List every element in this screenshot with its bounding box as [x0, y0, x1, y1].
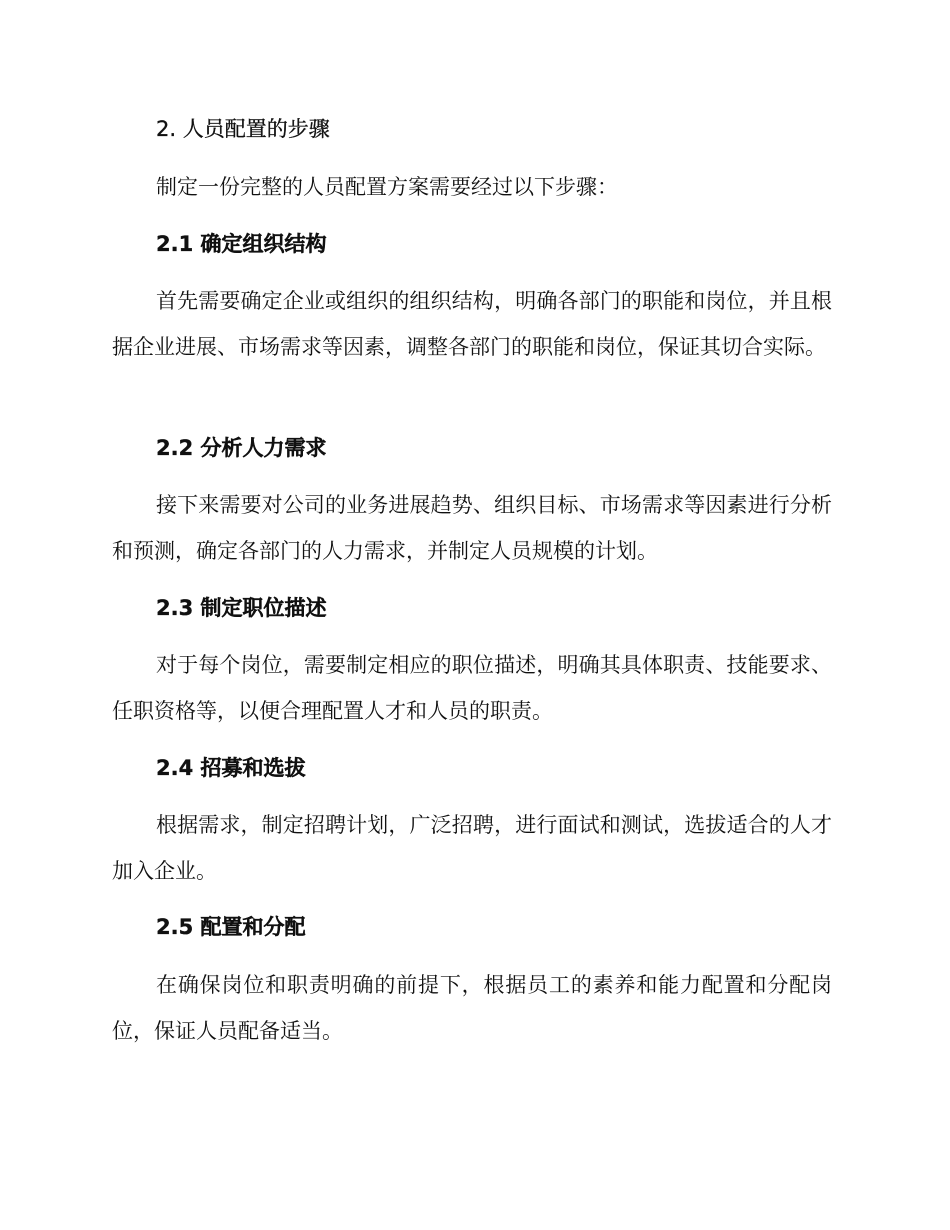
subsection-body-2-1: 首先需要确定企业或组织的组织结构，明确各部门的职能和岗位，并且根据企业进展、市场需求等因素，调整各部门的职能和岗位，保证其切合实际。: [112, 289, 832, 359]
subsection-title-2-2: 2.2 分析人力需求: [156, 436, 327, 460]
subsection-title-2-1: 2.1 确定组织结构: [156, 232, 327, 256]
subsection-title-2-4: 2.4 招募和选拔: [156, 756, 306, 780]
subsection-body-2-4: 根据需求，制定招聘计划，广泛招聘，进行面试和测试，选拔适合的人才加入企业。: [112, 813, 832, 883]
subsection-title-2-5: 2.5 配置和分配: [156, 915, 306, 939]
subsection-title-2-3: 2.3 制定职位描述: [156, 596, 327, 620]
subsection-body-2-3: 对于每个岗位，需要制定相应的职位描述，明确其具体职责、技能要求、任职资格等，以便合理配置人才和人员的职责。: [112, 653, 832, 723]
subsection-body-2-5: 在确保岗位和职责明确的前提下，根据员工的素养和能力配置和分配岗位，保证人员配备适当。: [112, 973, 832, 1043]
subsection-body-2-2: 接下来需要对公司的业务进展趋势、组织目标、市场需求等因素进行分析和预测，确定各部门的人力需求，并制定人员规模的计划。: [112, 493, 832, 563]
section-heading: 2. 人员配置的步骤: [156, 117, 330, 141]
intro-paragraph: 制定一份完整的人员配置方案需要经过以下步骤：: [156, 175, 618, 199]
